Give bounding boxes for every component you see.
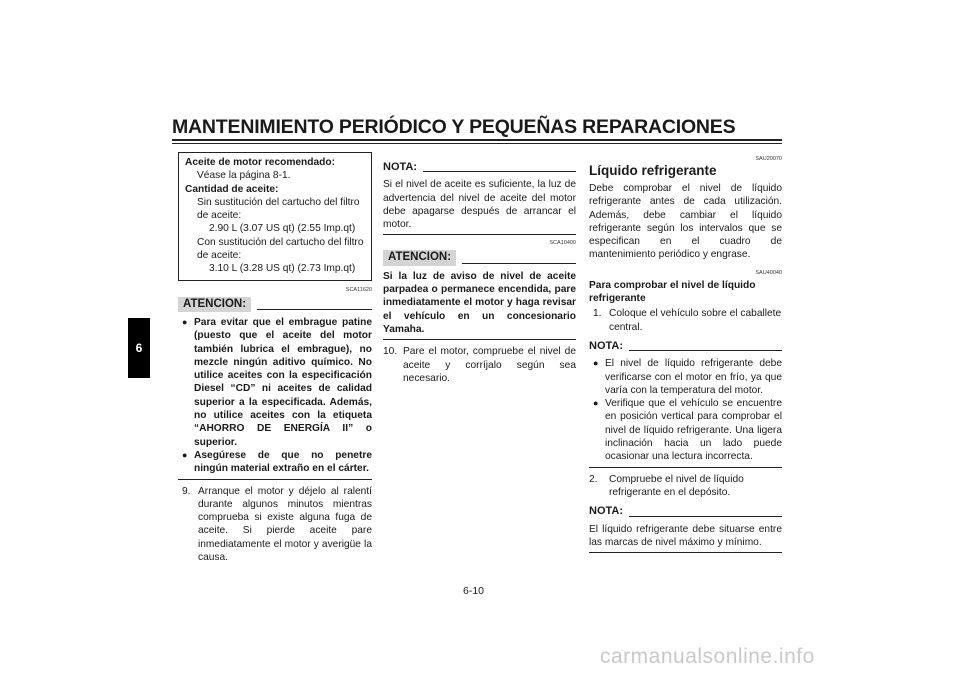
bullet-text: Para evitar que el embrague patine (puesto que el aceite del motor también lubrica el embrague), no mezcle ningún aditivo químico. No utilice aceites con la especificación Diesel “CD” ni aceites de calidad superior a la especificada. Además, no utilice aceites con la etiqueta “AHORRO DE ENERGÍA II” o superior. bbox=[194, 316, 372, 448]
atencion-header bbox=[383, 250, 576, 265]
bullet-icon: ● bbox=[593, 358, 599, 369]
end-rule bbox=[178, 479, 372, 480]
column-right bbox=[589, 152, 782, 558]
nota-bullet bbox=[589, 357, 782, 397]
step-9 bbox=[178, 485, 372, 565]
step-text: Pare el motor, compruebe el nivel de aceite y corríjalo según sea necesario. bbox=[403, 346, 576, 384]
nota-text: El líquido refrigerante debe situarse entre las marcas de nivel máximo y mínimo. bbox=[589, 523, 782, 548]
nota-label: NOTA: bbox=[383, 161, 418, 173]
column-left bbox=[178, 152, 372, 564]
oil-label: Aceite de motor recomendado: bbox=[185, 157, 336, 168]
nota-label: NOTA: bbox=[589, 339, 624, 352]
oil-value: Véase la página 8-1. bbox=[197, 170, 291, 182]
without-filter-label: Sin sustitución del cartucho del filtro de aceite: bbox=[197, 196, 360, 222]
column-middle bbox=[383, 158, 576, 385]
header-rule bbox=[423, 171, 576, 172]
step-2 bbox=[589, 473, 782, 500]
with-filter-label: Con sustitución del cartucho del filtro de aceite: bbox=[197, 236, 364, 262]
step-number: 1. bbox=[593, 308, 602, 320]
step-number: 2. bbox=[589, 473, 598, 485]
header-rule bbox=[629, 350, 782, 351]
bullet-icon: ● bbox=[182, 316, 188, 327]
header-rule bbox=[257, 309, 372, 310]
bullet-text: El nivel de líquido refrigerante debe verificarse con el motor en frío, ya que varía con la temperatura del motor. bbox=[605, 358, 782, 396]
watermark: carmanualsonline.info bbox=[600, 645, 815, 668]
end-rule bbox=[589, 552, 782, 553]
step-1 bbox=[589, 307, 782, 334]
step-text: Arranque el motor y déjelo al ralentí durante algunos minutos mientras comprueba si existe alguna fuga de aceite. Si pierde aceite pare inmediatamente el motor y averigüe la causa. bbox=[198, 485, 372, 564]
bullet-text: Asegúrese de que no penetre ningún material extraño en el cárter. bbox=[194, 449, 372, 475]
step-10 bbox=[383, 345, 576, 385]
step-text: Compruebe el nivel de líquido refrigerante en el depósito. bbox=[609, 473, 744, 498]
page-number: 6-10 bbox=[463, 585, 485, 597]
bullet-icon: ● bbox=[593, 398, 599, 409]
without-filter-value: 2.90 L (3.07 US qt) (2.55 Imp.qt) bbox=[209, 223, 356, 235]
subsection-title: Para comprobar el nivel de líquido refrigerante bbox=[589, 279, 756, 305]
atencion-label: ATENCION: bbox=[383, 250, 456, 265]
chapter-tab: 6 bbox=[128, 318, 150, 378]
nota-header bbox=[589, 505, 782, 518]
step-number: 10. bbox=[383, 346, 398, 358]
title-rule-thin bbox=[172, 143, 782, 144]
end-rule bbox=[383, 234, 576, 235]
nota-header bbox=[589, 340, 782, 353]
page-title: MANTENIMIENTO PERIÓDICO Y PEQUEÑAS REPARACIONES bbox=[172, 116, 736, 138]
nota-label: NOTA: bbox=[589, 505, 624, 518]
with-filter-value: 3.10 L (3.28 US qt) (2.73 Imp.qt) bbox=[209, 263, 356, 275]
oil-spec-box bbox=[178, 152, 372, 281]
end-rule bbox=[589, 467, 782, 468]
section-code: SAU20070 bbox=[755, 156, 782, 162]
section-intro: Debe comprobar el nivel de líquido refrigerante antes de cada utilización. Además, debe cambiar el líquido refrigerante según los intervalos que se especifican en el cuadro de mantenimiento periódico y engrase. bbox=[589, 183, 782, 261]
atencion-code: SCA10400 bbox=[549, 240, 576, 247]
section-title: Líquido refrigerante bbox=[589, 163, 717, 178]
atencion-text: Si la luz de aviso de nivel de aceite parpadea o permanece encendida, pare inmediatamente el motor y haga revisar el vehículo en un concesionario Yamaha. bbox=[383, 270, 576, 335]
subsection-code: SAU40040 bbox=[755, 269, 782, 276]
title-rule bbox=[172, 139, 782, 141]
atencion-bullet bbox=[178, 449, 372, 476]
atencion-bullet bbox=[178, 316, 372, 449]
nota-header bbox=[383, 161, 576, 174]
bullet-text: Verifique que el vehículo se encuentre en posición vertical para comprobar el nivel de líquido refrigerante. Una ligera inclinación hacia un lado puede ocasionar una lectura incorrecta. bbox=[605, 398, 782, 463]
step-text: Coloque el vehículo sobre el caballete central. bbox=[609, 308, 782, 333]
atencion-label: ATENCION: bbox=[178, 297, 251, 312]
atencion-code: SCA11620 bbox=[345, 286, 372, 293]
nota-bullet bbox=[589, 397, 782, 463]
header-rule bbox=[462, 263, 576, 264]
end-rule bbox=[383, 339, 576, 340]
header-rule bbox=[629, 516, 782, 517]
nota-text: Si el nivel de aceite es suficiente, la luz de advertencia del nivel de aceite del motor debe apagarse después de arrancar el motor. bbox=[383, 179, 576, 231]
qty-label: Cantidad de aceite: bbox=[185, 183, 279, 195]
atencion-header bbox=[178, 297, 372, 312]
step-number: 9. bbox=[182, 485, 191, 497]
bullet-icon: ● bbox=[182, 449, 188, 460]
